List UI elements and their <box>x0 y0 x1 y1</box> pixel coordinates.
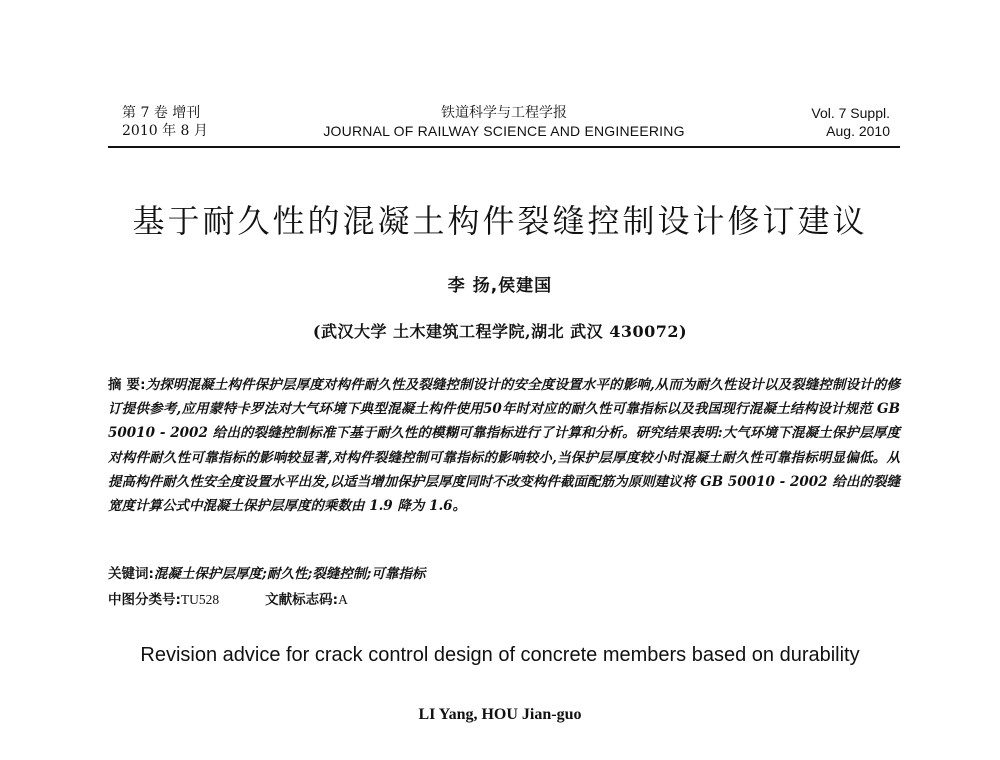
clc-value: TU528 <box>180 592 220 607</box>
authors-zh: 李 扬,侯建国 <box>447 276 553 296</box>
running-header <box>108 104 900 148</box>
classification-line <box>108 590 900 610</box>
keywords-label: 关键词: <box>108 566 154 582</box>
header-journal-en: JOURNAL OF RAILWAY SCIENCE AND ENGINEERING <box>323 123 685 139</box>
authors-en: LI Yang, HOU Jian-guo <box>418 706 582 723</box>
header-volume-zh: 第 7 卷 增刊 <box>122 105 201 121</box>
paper-title-zh: 基于耐久性的混凝土构件裂缝控制设计修订建议 <box>132 202 868 240</box>
header-date-en: Aug. 2010 <box>826 123 890 139</box>
keywords <box>108 564 900 584</box>
abstract-text: 为探明混凝土构件保护层厚度对构件耐久性及裂缝控制设计的安全度设置水平的影响,从而为耐久性设计以及裂缝控制设计的修订提供参考,应用蒙特卡罗法对大气环境下典型混凝土构件使用50年时对应的耐久性可靠指标以及我国现行混凝土结构设计规范 GB 50010 - 2002 给出的裂缝控制标准下基于耐久性的模糊可靠指标进行了计算和分析。研究结果表明:大气环境下混凝土保护层厚度对构件耐久性可靠指标的影响较显著,对构件裂缝控制可靠指标的影响较小,当保护层厚度较小时混凝土耐久性可靠指标明显偏低。从提高构件耐久性安全度设置水平出发,以适当增加保护层厚度同时不改变构件截面配筋为原则建议将 GB 50010 - 2002 给出的裂缝宽度计算公式中混凝土保护层厚度的乘数由 1.9 降为 1.6。 <box>108 377 900 515</box>
abstract <box>108 373 900 518</box>
doc-code-label: 文献标志码: <box>265 592 339 608</box>
abstract-label: 摘 要: <box>108 377 146 393</box>
header-date-zh: 2010 年 8 月 <box>122 123 208 139</box>
affiliation-zh: (武汉大学 土木建筑工程学院,湖北 武汉 430072) <box>312 322 688 341</box>
doc-code-value: A <box>338 592 348 607</box>
header-journal <box>108 104 900 140</box>
clc-label: 中图分类号: <box>108 592 181 608</box>
keywords-text: 混凝土保护层厚度;耐久性;裂缝控制;可靠指标 <box>153 566 426 582</box>
header-volume-en <box>811 104 890 140</box>
header-volume-en-line1: Vol. 7 Suppl. <box>811 105 890 121</box>
header-journal-zh: 铁道科学与工程学报 <box>441 105 567 121</box>
paper-title-en: Revision advice for crack control design of concrete members based on durability <box>140 644 860 666</box>
